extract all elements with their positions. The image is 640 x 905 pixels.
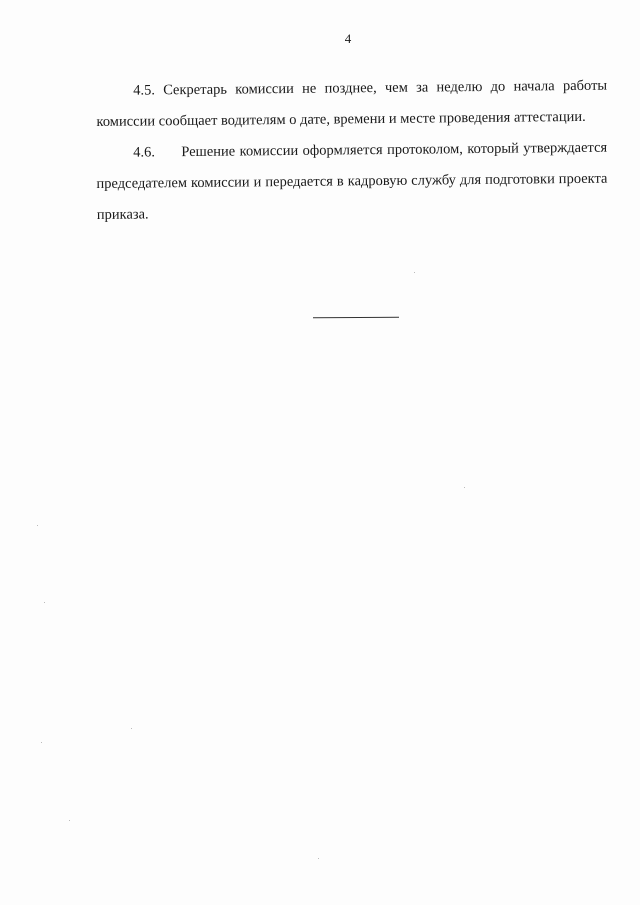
scan-speck — [69, 820, 70, 821]
scan-speck — [464, 487, 465, 488]
document-body — [96, 76, 607, 231]
scan-speck — [318, 858, 319, 859]
page-number: 4 — [344, 31, 352, 46]
scan-speck — [414, 272, 415, 273]
scan-speck — [37, 525, 38, 526]
scan-speck — [44, 602, 45, 603]
paragraph-4-5: 4.5. Секретарь комиссии не позднее, чем за неделю до начала работы комиссии сообщает водителям о дате, времени и месте проведения аттестации. — [96, 77, 608, 130]
paragraph-4-6: 4.6. Решение комиссии оформляется протоколом, который утверждается председателем комиссии и передается в кадровую службу для подготовки проекта приказа. — [96, 139, 608, 223]
scan-speck — [41, 742, 42, 743]
scan-speck — [131, 728, 132, 729]
end-separator-line — [313, 317, 399, 319]
